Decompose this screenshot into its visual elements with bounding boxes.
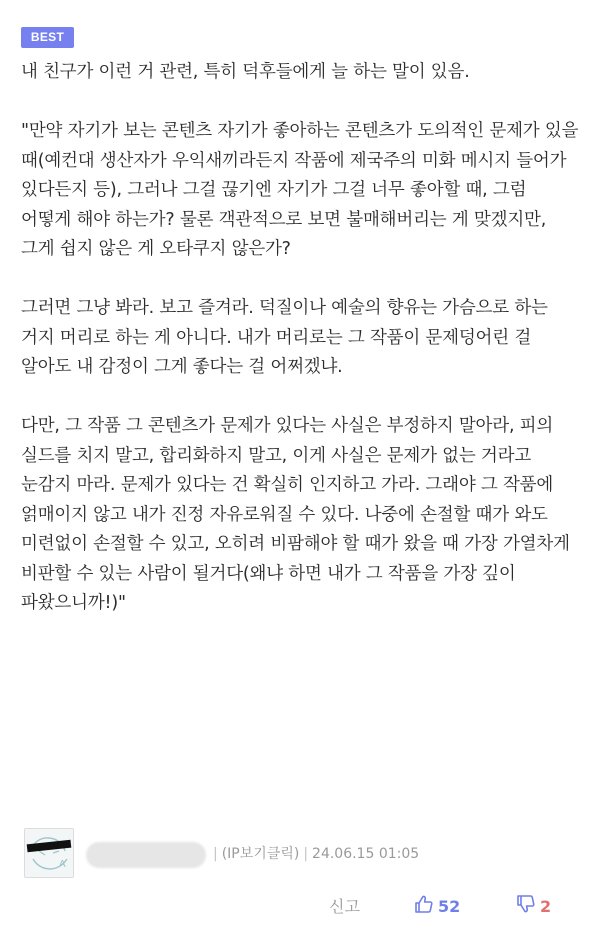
comment-paragraph-2: "만약 자기가 보는 콘텐츠 자기가 좋아하는 콘텐츠가 도의적인 문제가 있을 때(예컨대 생산자가 우익새끼라든지 작품에 제국주의 미화 메시지 들어가 있다든지 등), 그러나 그걸 끊기엔 자기가 그걸 너무 좋아할 때, 그럼 어떻게 해야 하는가? 물론 객관적으로 보면 불매해버리는 게 맞겠지만, 그게 쉽지 않은 게 오타쿠지 않은가? [21,121,584,259]
comment-paragraph-3: 그러면 그냥 봐라. 보고 즐겨라. 덕질이나 예술의 향유는 가슴으로 하는 거지 머리로 하는 게 아니다. 내가 머리로는 그 작품이 문제덩어린 걸 알아도 내 감정이 그게 좋다는 걸 어쩌겠냐. [21,298,554,377]
report-button[interactable]: 신고 [329,897,360,916]
svg-text:A: A [59,859,66,870]
nickname-blurred[interactable] [86,842,206,868]
thumbs-up-icon [414,894,434,918]
comment-body [21,58,584,619]
thumbs-down-icon [516,894,536,918]
avatar[interactable] [24,828,74,878]
comment-timestamp: 24.06.15 01:05 [312,846,420,862]
comment-meta [24,828,584,880]
meta-line: | (IP보기클릭) | 24.06.15 01:05 [213,846,420,862]
dislike-count: 2 [540,896,552,916]
comment-paragraph-1: 내 친구가 이런 거 관련, 특히 덕후들에게 늘 하는 말이 있음. [21,62,470,82]
dislike-button[interactable] [516,892,551,920]
like-button[interactable] [414,892,460,920]
ip-toggle[interactable]: (IP보기클릭) [221,846,300,862]
best-badge: BEST [21,27,74,48]
comment-actions [0,892,600,922]
comment-paragraph-4: 다만, 그 작품 그 콘텐츠가 문제가 있다는 사실은 부정하지 말아라, 피의 실드를 치지 말고, 합리화하지 말고, 이게 사실은 문제가 없는 거라고 눈감지 마라. 문제가 있다는 건 확실히 인지하고 가라. 그래야 그 작품에 얽매이지 않고 내가 진정 자유로워질 수 있다. 나중에 손절할 때가 와도 미련없이 손절할 수 있고, 오히려 비팜해야 할 때가 왔을 때 가장 가열차게 비판할 수 있는 사람이 될거다(왜냐 하면 내가 그 작품을 가장 깊이 파왔으니까!)" [21,416,576,613]
like-count: 52 [438,896,461,916]
